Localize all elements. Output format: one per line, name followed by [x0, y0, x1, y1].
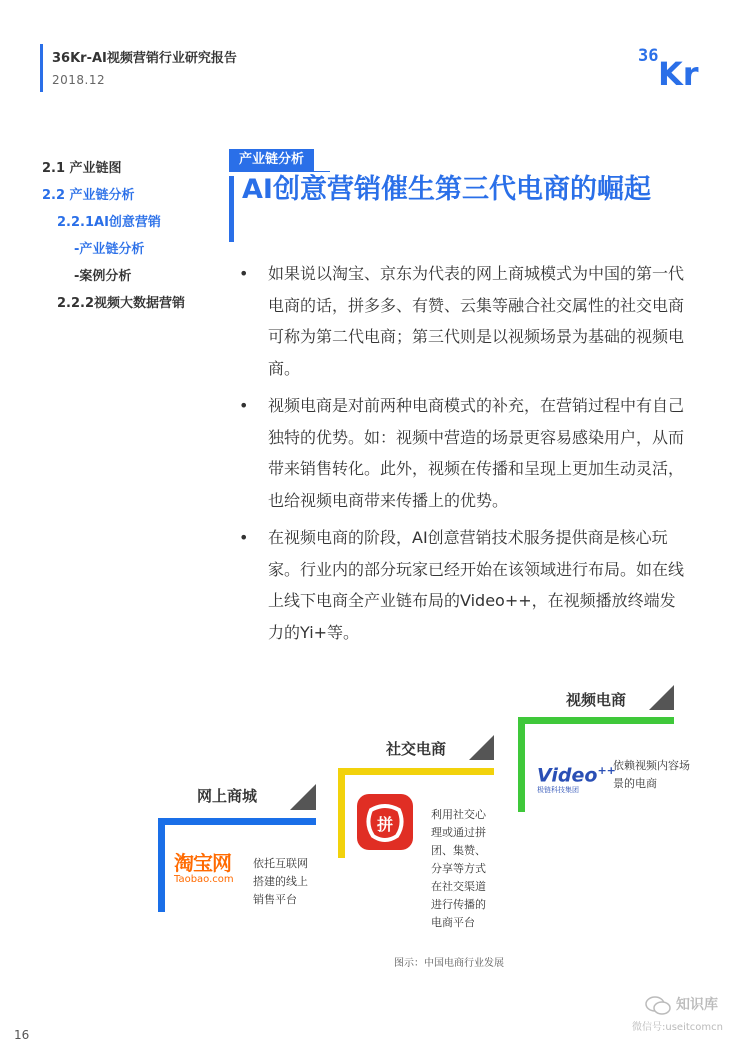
taobao-logo-main: 淘宝网: [174, 851, 231, 875]
section-tag: 产业链分析: [229, 149, 314, 171]
nav-item-2-1[interactable]: 2.1 产业链图: [42, 161, 122, 176]
svg-text:36: 36: [638, 46, 659, 66]
bullet-text: 如果说以淘宝、京东为代表的网上商城模式为中国的第一代电商的话，拼多多、有赞、云集等融合社交属性的社交电商可称为第二代电商；第三代则是以视频场景为基础的视频电商。: [268, 264, 685, 378]
header-accent-bar: [40, 44, 43, 92]
step1-corner-icon: [290, 784, 316, 810]
nav-item-chain-analysis[interactable]: -产业链分析: [74, 242, 145, 257]
nav-item-2-2[interactable]: 2.2 产业链分析: [42, 188, 135, 203]
svg-text:Kr: Kr: [658, 55, 699, 87]
videoplus-logo: [537, 760, 616, 795]
bullet-item: [236, 258, 686, 384]
taobao-logo: [174, 852, 246, 886]
step2-label: 社交电商: [386, 740, 447, 758]
bullet-text: 视频电商是对前两种电商模式的补充，在营销过程中有自己独特的优势。如：视频中营造的场景更容易感染用户，从而带来销售转化。此外，视频在传播和呈现上更加生动灵活，也给视频电商带来传播上的优势。: [268, 396, 685, 510]
pinduoduo-logo-main: 拼: [376, 815, 394, 834]
pinduoduo-glyph: [357, 794, 413, 850]
step3-corner-icon: [649, 685, 674, 710]
bullet-marker: •: [239, 264, 249, 283]
figure-caption: 图示：中国电商行业发展: [394, 958, 504, 969]
videoplus-logo-sub: 极链科技集团: [537, 786, 579, 795]
nav-item-case-analysis[interactable]: -案例分析: [74, 269, 132, 284]
report-title: 36Kr-AI视频营销行业研究报告: [52, 51, 237, 66]
bullet-list: [236, 258, 686, 654]
bullet-item: [236, 522, 686, 648]
wechat-icon: [644, 994, 672, 1016]
bullet-text: 在视频电商的阶段，AI创意营销技术服务提供商是核心玩家。行业内的部分玩家已经开始在该领域进行布局。如在线上线下电商全产业链布局的Video++，在视频播放终端发力的Yi+等。: [268, 528, 685, 642]
section-nav: [42, 155, 222, 317]
report-date: 2018.12: [52, 73, 106, 87]
section-title: AI创意营销催生第三代电商的崛起: [242, 174, 651, 205]
step2-desc: 利用社交心理或通过拼团、集赞、分享等方式在社交渠道进行传播的电商平台: [431, 808, 486, 929]
bullet-marker: •: [239, 396, 249, 415]
pinduoduo-logo-icon: [357, 794, 413, 850]
bullet-item: [236, 390, 686, 516]
step3-label: 视频电商: [566, 691, 627, 709]
step2-corner-icon: [469, 735, 494, 760]
page-number: 16: [14, 1028, 30, 1042]
bullet-marker: •: [239, 528, 249, 547]
taobao-logo-sub: Taobao.com: [174, 874, 234, 885]
watermark-main: 知识库: [676, 997, 718, 1013]
watermark-sub: 微信号:useitcomcn: [632, 1022, 723, 1033]
videoplus-logo-main: Video++: [537, 764, 616, 787]
nav-item-2-2-1[interactable]: 2.2.1AI创意营销: [57, 215, 161, 230]
36kr-logo-icon: [636, 41, 710, 87]
step1-desc: 依托互联网搭建的线上销售平台: [253, 857, 308, 906]
title-accent-bar: [229, 176, 234, 242]
nav-item-2-2-2[interactable]: 2.2.2视频大数据营销: [57, 296, 186, 311]
step1-label: 网上商城: [197, 787, 258, 805]
step3-desc: 依赖视频内容场景的电商: [613, 759, 690, 790]
